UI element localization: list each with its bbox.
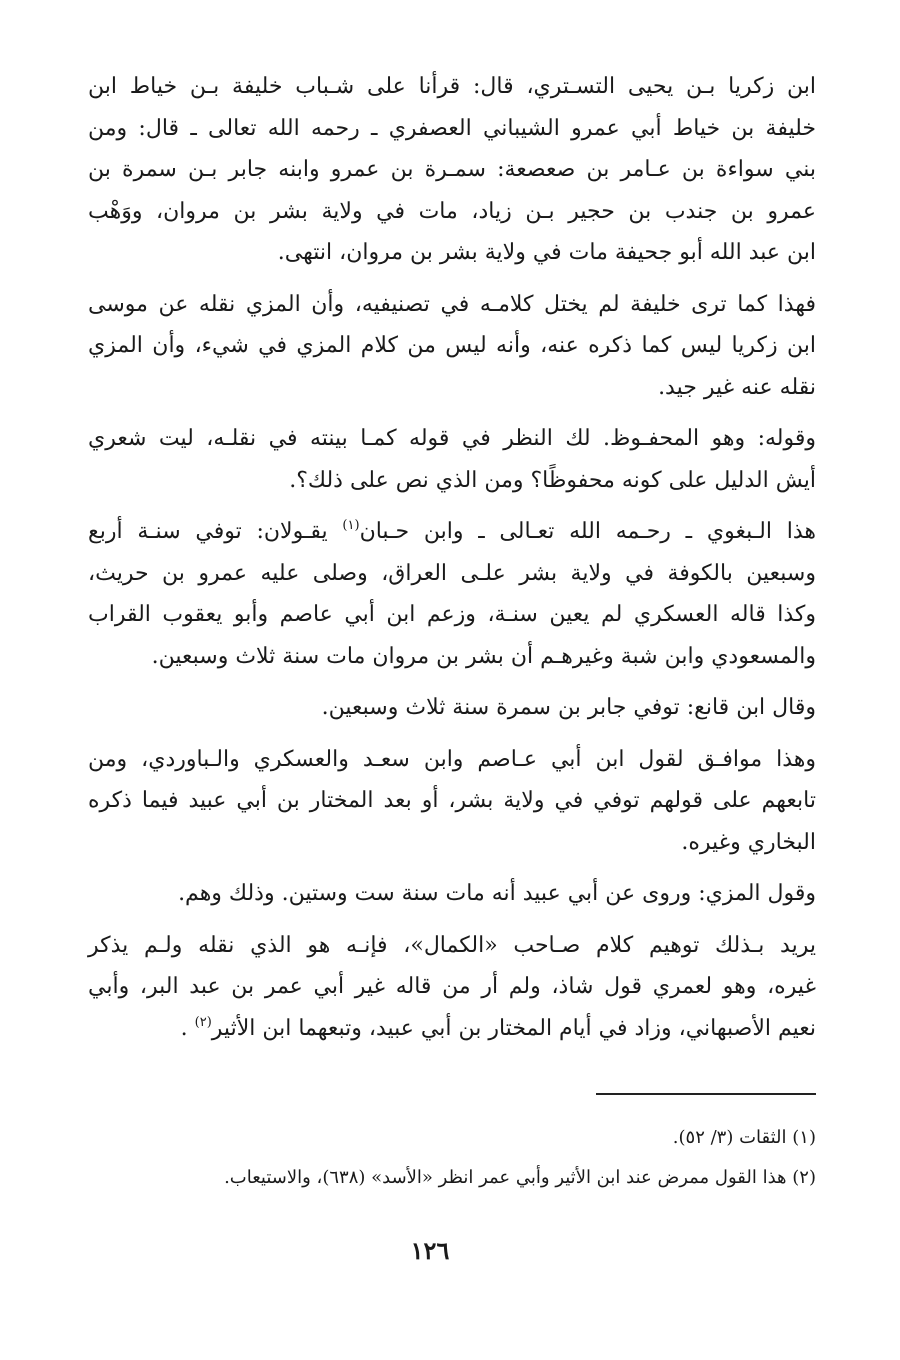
text-line: خليفة بن خياط أبي عمرو الشيباني العصفري ـ رحمه الله تعالى ـ قال: ومن [88,115,816,141]
text-line [88,511,816,553]
text-segment: يقـولان: توفي سنـة أربع [88,519,343,544]
paragraph [88,418,816,501]
footnote-reference[interactable]: (٢) [194,1014,212,1030]
text-line: عمرو بن جندب بن حجير بـن زياد، مات في ولاية بشر بن مروان، ووَهْب [88,198,816,224]
text-line [88,1008,816,1050]
footnotes [88,1118,816,1198]
paragraph [88,687,816,729]
paragraph [88,511,816,677]
text-line: وقال ابن قانع: توفي جابر بن سمرة سنة ثلاث وسبعين. [321,695,816,720]
text-segment: هذا الـبغوي ـ رحـمه الله تعـالى ـ وابن حـبان [359,519,816,544]
text-line: وسبعين بالكوفة في ولاية بشر علـى العراق، وصلى عليه عمرو بن حريث، [88,560,816,586]
footnote-divider [596,1093,816,1095]
text-line: ابن عبد الله أبو جحيفة مات في ولاية بشر بن مروان، انتهى. [277,240,816,265]
text-line: وقوله: وهو المحفـوظ. لك النظر في قوله كمـا بينته في نقلـه، ليت شعري [88,426,816,451]
paragraph [88,925,816,1050]
text-line: فهذا كما ترى خليفة لم يختل كلامـه في تصنيفيه، وأن المزي نقله عن موسى [88,291,816,317]
text-line: غيره، وهو لعمري قول شاذ، ولم أر من قاله غير أبي عمر بن عبد البر، وأبي [88,974,816,999]
paragraph [88,284,816,409]
text-segment: . [180,1015,188,1041]
page-body [88,66,816,1059]
paragraph [88,66,816,274]
paragraph [88,739,816,864]
text-line: وقول المزي: وروى عن أبي عبيد أنه مات سنة ست وستين. وذلك وهم. [178,881,816,906]
text-line: ابن زكريا ليس كما ذكره عنه، وأنه ليس من كلام المزي في شيء، وأن المزي [88,333,817,358]
text-line: ابن زكريا بـن يحيى التسـتري، قال: قرأنا على شـباب خليفة بـن خياط ابن [88,74,816,99]
text-line: بني سواءة بن عـامر بن صعصعة: سمـرة بن عمرو وابنه جابر بـن سمرة بن [88,157,816,182]
text-line: وكذا قاله العسكري لم يعين سنـة، وزعم ابن أبي عاصم وأبو يعقوب القراب [88,602,816,627]
page-number: ١٢٦ [410,1236,450,1265]
footnote: (١) الثقات (٣/ ٥٢). [672,1127,816,1148]
text-line: تابعهم على قولهم توفي في ولاية بشر، أو بعد المختار بن أبي عبيد فيما ذكره [88,788,816,813]
paragraph [88,873,816,915]
text-line: وهذا موافـق لقول ابن أبي عـاصم وابن سعـد والعسكري والـباوردي، ومن [88,746,816,772]
text-line: نقله عنه غير جيد. [658,374,816,400]
text-segment: نعيم الأصبهاني، وزاد في أيام المختار بن أبي عبيد، وتبعهما ابن الأثير [211,1015,816,1041]
text-line: أيش الدليل على كونه محفوظًا؟ ومن الذي نص على ذلك؟. [289,467,816,493]
footnote-reference[interactable]: (١) [342,518,360,533]
text-line: يريد بـذلك توهيم كلام صـاحب «الكمال»، فإنـه هو الذي نقله ولـم يذكر [88,932,816,958]
text-line: البخاري وغيره. [681,829,816,855]
footnote: (٢) هذا القول ممرض عند ابن الأثير وأبي عمر انظر «الأسد» (٦٣٨)، والاستيعاب. [224,1167,816,1188]
text-line: والمسعودي وابن شبة وغيرهـم أن بشر بن مروان مات سنة ثلاث وسبعين. [151,643,816,669]
